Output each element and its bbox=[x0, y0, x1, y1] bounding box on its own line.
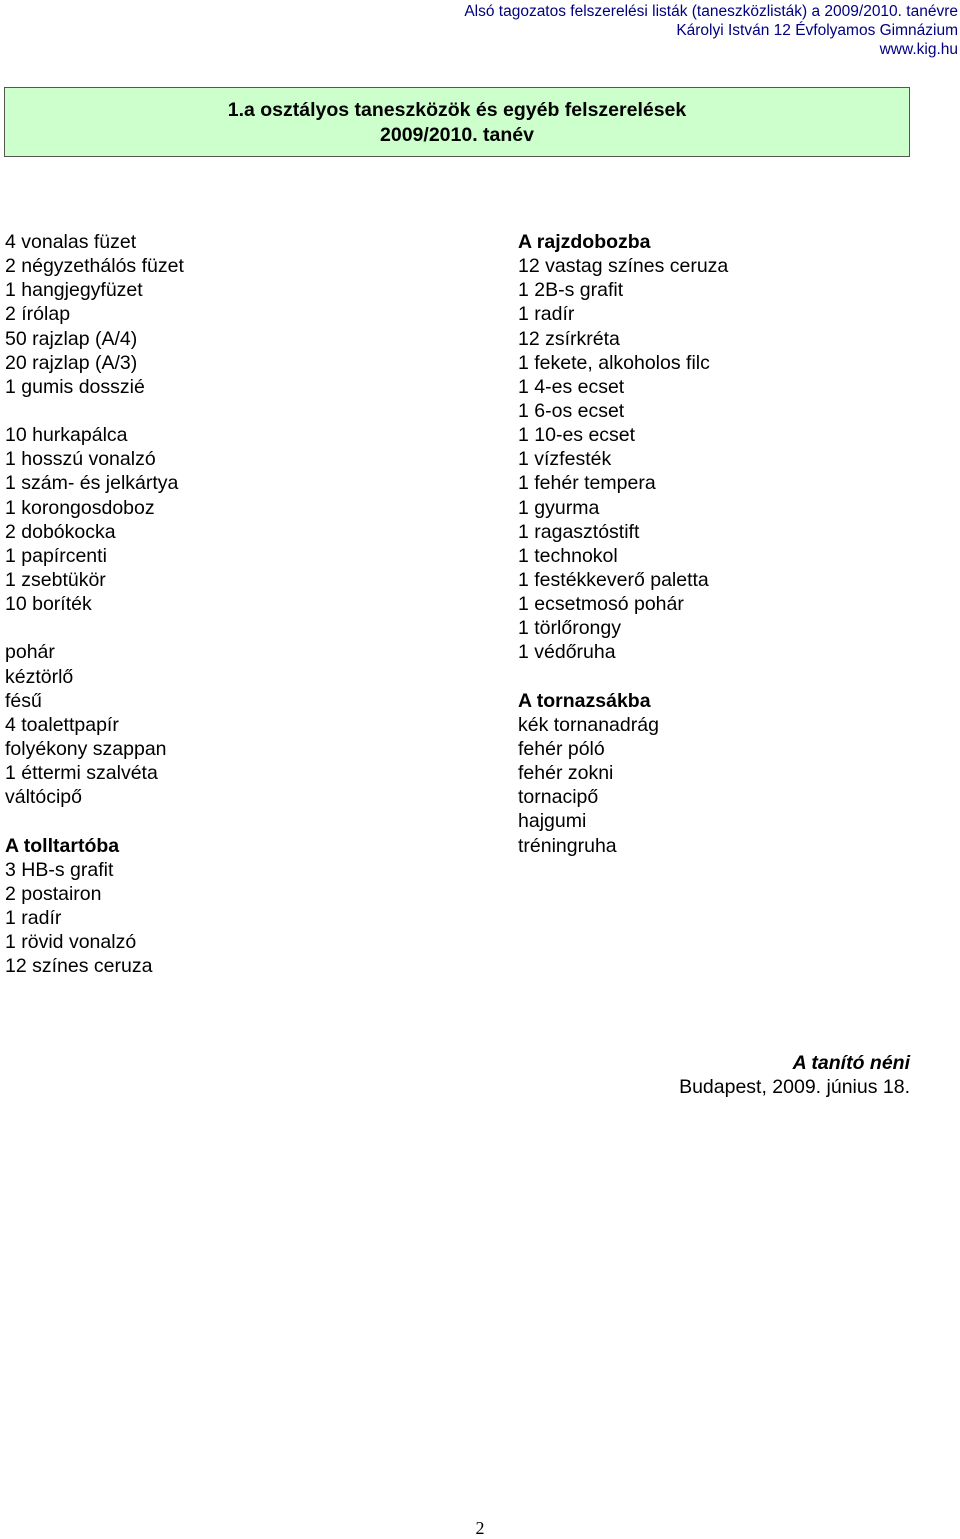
list-item: 50 rajzlap (A/4) bbox=[5, 327, 138, 350]
page-header bbox=[464, 2, 958, 59]
list-item: 2 négyzethálós füzet bbox=[5, 255, 184, 278]
list-item: 1 ecsetmosó pohár bbox=[518, 593, 684, 616]
list-item: 12 vastag színes ceruza bbox=[518, 255, 729, 278]
list-item: 1 vízfesték bbox=[518, 448, 612, 471]
list-item: 2 dobókocka bbox=[5, 520, 116, 543]
list-item: 1 korongosdoboz bbox=[5, 496, 155, 519]
list-item: 10 boríték bbox=[5, 593, 92, 616]
list-item: fésű bbox=[5, 689, 42, 712]
list-item: 2 írólap bbox=[5, 303, 71, 326]
list-item: 1 radír bbox=[5, 906, 62, 929]
signature-block bbox=[679, 1051, 910, 1099]
section-heading: A tornazsákba bbox=[518, 689, 651, 712]
list-item: 4 vonalas füzet bbox=[5, 231, 137, 253]
list-item: 1 4-es ecset bbox=[518, 375, 625, 398]
list-item: kék tornanadrág bbox=[518, 713, 659, 736]
list-item: 4 toalettpapír bbox=[5, 713, 119, 736]
list-item: 1 törlőrongy bbox=[518, 617, 621, 640]
section-heading: A rajzdobozba bbox=[518, 231, 651, 253]
list-item: 1 gyurma bbox=[518, 496, 600, 519]
list-item: 1 szám- és jelkártya bbox=[5, 472, 179, 495]
list-item: 1 fehér tempera bbox=[518, 472, 656, 495]
spacer bbox=[518, 665, 938, 689]
right-supply-list bbox=[518, 230, 938, 858]
list-item: 20 rajzlap (A/3) bbox=[5, 351, 138, 374]
list-item: 1 hosszú vonalzó bbox=[5, 448, 156, 471]
list-item: váltócipő bbox=[5, 786, 82, 809]
list-item: 1 éttermi szalvéta bbox=[5, 762, 158, 785]
list-item: 1 védőruha bbox=[518, 641, 616, 664]
list-item: 10 hurkapálca bbox=[5, 424, 128, 447]
signature-place-date: Budapest, 2009. június 18. bbox=[679, 1076, 910, 1098]
header-website-link[interactable]: www.kig.hu bbox=[879, 41, 958, 58]
title-school-year: 2009/2010. tanév bbox=[380, 124, 534, 146]
spacer bbox=[5, 616, 485, 640]
list-item: 1 zsebtükör bbox=[5, 568, 106, 591]
list-item: fehér zokni bbox=[518, 762, 614, 785]
list-item: 1 hangjegyfüzet bbox=[5, 279, 143, 302]
list-item: 1 2B-s grafit bbox=[518, 279, 624, 302]
list-item: 1 festékkeverő paletta bbox=[518, 568, 709, 591]
list-item: tornacipő bbox=[518, 786, 599, 809]
spacer bbox=[5, 809, 485, 833]
list-item: 2 postairon bbox=[5, 882, 102, 905]
list-item: 12 színes ceruza bbox=[5, 955, 153, 978]
list-item: 1 10-es ecset bbox=[518, 424, 636, 447]
header-school-name: Károlyi István 12 Évfolyamos Gimnázium bbox=[676, 22, 958, 39]
title-heading: 1.a osztályos taneszközök és egyéb felszerelések bbox=[227, 99, 687, 121]
list-item: 1 ragasztóstift bbox=[518, 520, 640, 543]
section-heading: A tolltartóba bbox=[5, 834, 120, 857]
list-item: 1 6-os ecset bbox=[518, 399, 625, 422]
spacer bbox=[5, 399, 485, 423]
header-document-title: Alsó tagozatos felszerelési listák (taneszközlisták) a 2009/2010. tanévre bbox=[464, 3, 958, 20]
list-item: 12 zsírkréta bbox=[518, 327, 620, 350]
list-item: tréningruha bbox=[518, 834, 617, 857]
list-item: 1 gumis dosszié bbox=[5, 375, 145, 398]
page-number: 2 bbox=[475, 1518, 485, 1538]
list-item: 1 papírcenti bbox=[5, 544, 107, 567]
list-item: 1 radír bbox=[518, 303, 575, 326]
list-item: 1 technokol bbox=[518, 544, 618, 567]
left-supply-list bbox=[5, 230, 485, 978]
signature-role: A tanító néni bbox=[792, 1052, 910, 1074]
list-item: pohár bbox=[5, 641, 55, 664]
list-item: 3 HB-s grafit bbox=[5, 858, 114, 881]
list-item: hajgumi bbox=[518, 810, 587, 833]
list-item: folyékony szappan bbox=[5, 737, 167, 760]
list-item: 1 rövid vonalzó bbox=[5, 931, 137, 954]
title-box bbox=[4, 87, 910, 157]
list-item: kéztörlő bbox=[5, 665, 74, 688]
list-item: 1 fekete, alkoholos filc bbox=[518, 351, 710, 374]
list-item: fehér póló bbox=[518, 737, 605, 760]
